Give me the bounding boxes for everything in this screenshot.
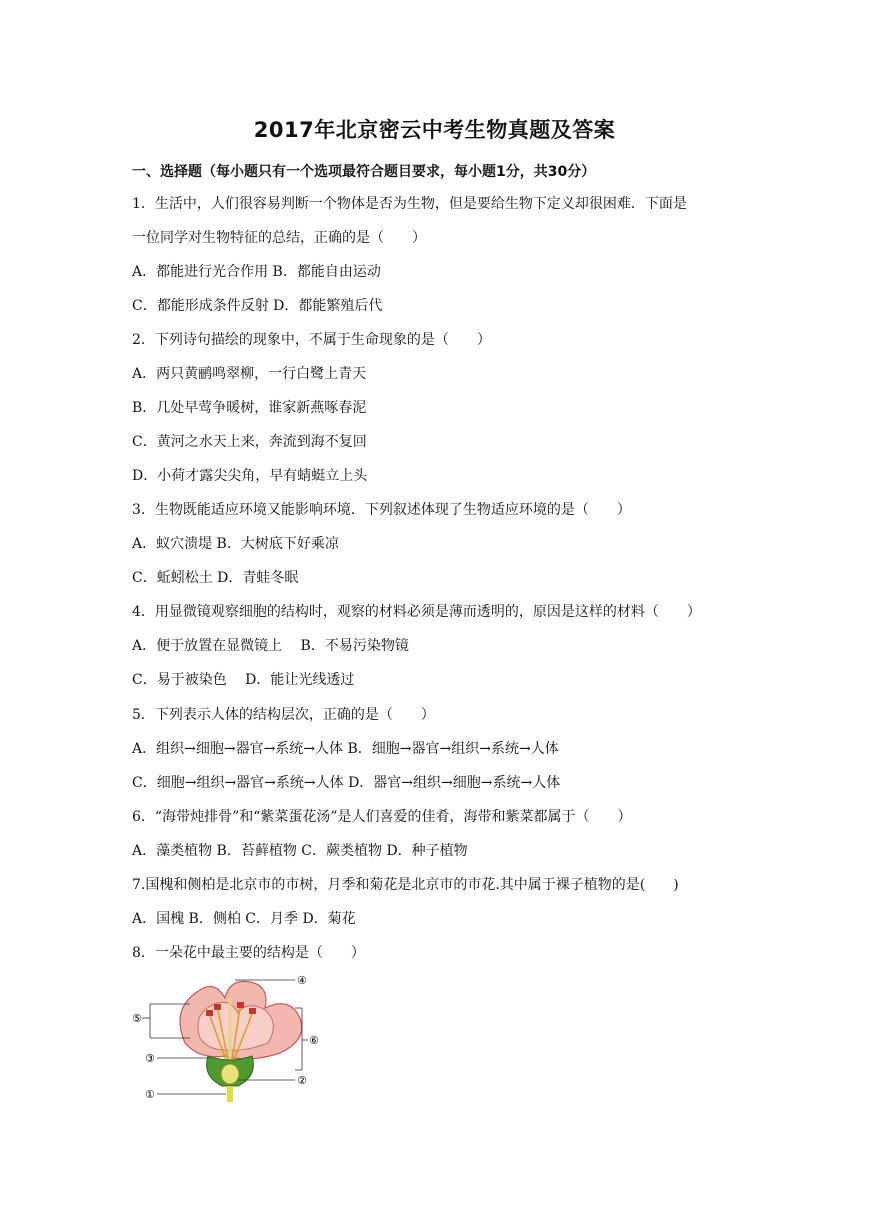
flower-structure-diagram [130,968,330,1103]
question-line: 一位同学对生物特征的总结，正确的是（ ） [132,230,426,246]
option-line: C．蚯蚓松土 D．青蛙冬眠 [132,570,299,586]
figure-label: ③ [145,1052,155,1065]
question-line: 7.国槐和侧柏是北京市的市树，月季和菊花是北京市的市花.其中属于裸子植物的是( ) [132,877,679,893]
question-line: 3．生物既能适应环境又能影响环境．下列叙述体现了生物适应环境的是（ ） [132,502,631,518]
option-line: A．国槐 B．侧柏 C．月季 D．菊花 [132,911,356,927]
question-line: 6．“海带炖排骨”和“紫菜蛋花汤”是人们喜爱的佳肴，海带和紫菜都属于（ ） [132,809,632,825]
question-line: 8．一朵花中最主要的结构是（ ） [132,945,365,961]
option-line: C．黄河之水天上来，奔流到海不复回 [132,434,367,450]
option-line: C．细胞→组织→器官→系统→人体 D．器官→组织→细胞→系统→人体 [132,775,561,791]
question-line: 5．下列表示人体的结构层次，正确的是（ ） [132,707,435,723]
option-line: A．两只黄鹂鸣翠柳，一行白鹭上青天 [132,366,367,382]
option-line: A．蚁穴溃堤 B．大树底下好乘凉 [132,536,339,552]
page-title: 2017年北京密云中考生物真题及答案 [253,118,616,142]
option-line: C．易于被染色 D．能让光线透过 [132,672,355,688]
figure-label: ② [297,1074,307,1087]
pedicel-shape [227,1086,233,1102]
option-line: A．组织→细胞→器官→系统→人体 B．细胞→器官→组织→系统→人体 [132,741,559,757]
option-line: A．藻类植物 B．苔藓植物 C．蕨类植物 D．种子植物 [132,843,468,859]
figure-label: ① [145,1088,155,1101]
option-line: A．便于放置在显微镜上 B．不易污染物镜 [132,638,409,654]
option-line: D．小荷才露尖尖角，早有蜻蜓立上头 [132,468,368,484]
figure-label: ④ [297,974,307,987]
section-heading: 一、选择题（每小题只有一个选项最符合题目要求，每小题1分，共30分） [132,164,596,180]
figure-label: ⑥ [309,1034,319,1047]
option-line: C．都能形成条件反射 D．都能繁殖后代 [132,298,383,314]
question-line: 1．生活中，人们很容易判断一个物体是否为生物，但是要给生物下定义却很困难．下面是 [132,196,687,212]
inner-petal-shape [198,1002,273,1050]
question-line: 2．下列诗句描绘的现象中，不属于生命现象的是（ ） [132,332,491,348]
question-line: 4．用显微镜观察细胞的结构时，观察的材料必须是薄而透明的，原因是这样的材料（ ） [132,604,701,620]
figure-label: ⑤ [132,1012,142,1025]
option-line: A．都能进行光合作用 B．都能自由运动 [132,264,381,280]
option-line: B．几处早莺争暖树，谁家新燕啄春泥 [132,400,367,416]
ovary-shape [221,1064,239,1084]
